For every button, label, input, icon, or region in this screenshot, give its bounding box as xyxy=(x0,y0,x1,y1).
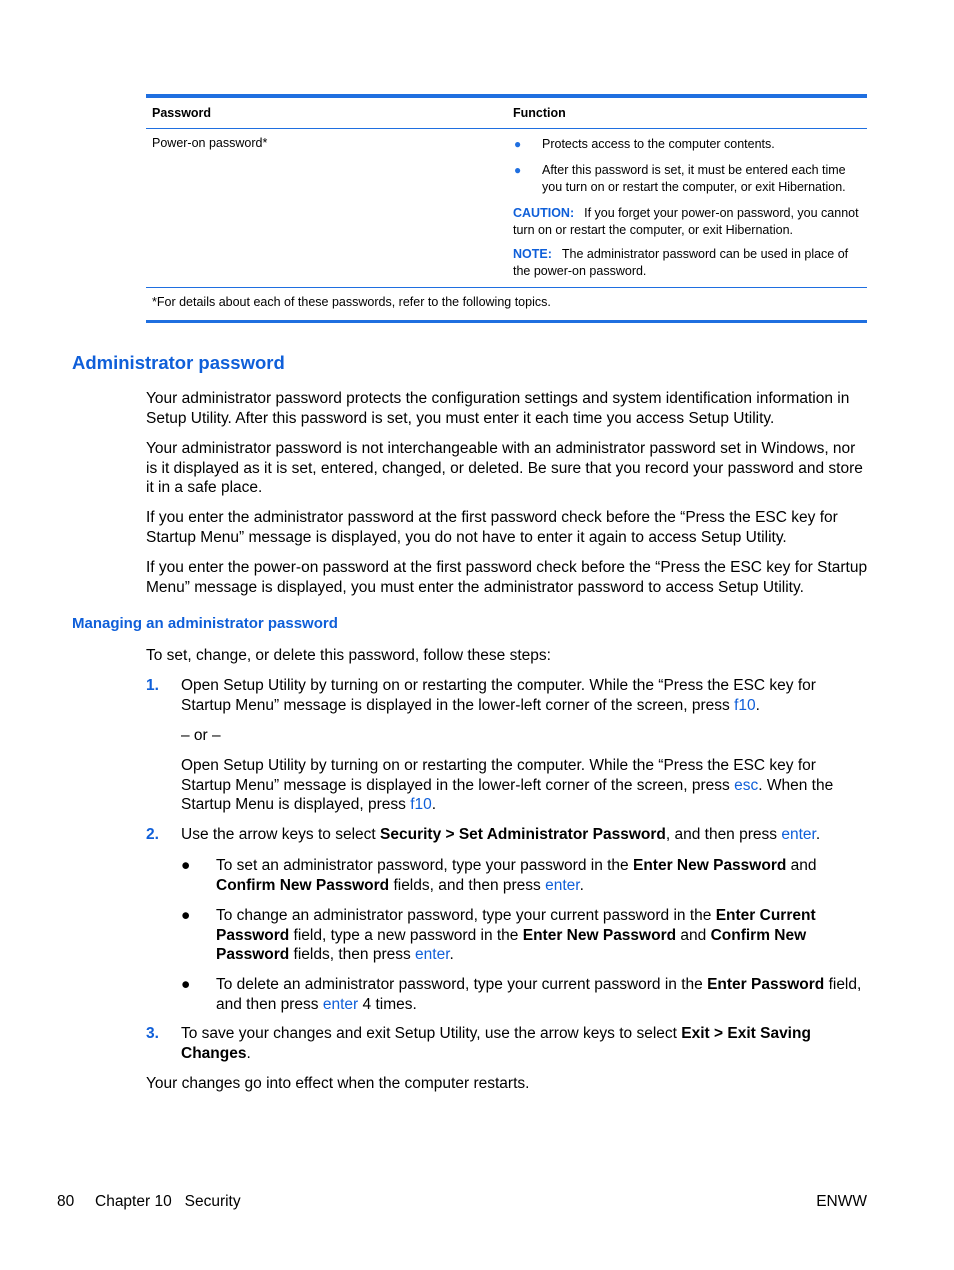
steps-intro: To set, change, or delete this password, follow these steps: xyxy=(146,647,551,664)
subsection-title: Managing an administrator password xyxy=(72,615,338,632)
function-bullet: ● After this password is set, it must be entered each time you turn on or restart the computer, or exit Hibernation. xyxy=(514,163,846,194)
key-enter: enter xyxy=(781,826,816,843)
key-enter: enter xyxy=(415,946,450,964)
step-1-or: – or – xyxy=(181,727,221,744)
function-bullet: ● Protects access to the computer contents. xyxy=(514,137,775,151)
section-paragraph: Your administrator password is not interchangeable with an administrator password set in Windows, nor is it displayed as it is set, entered, changed, or deleted. Be sure that you record your password and store it in a safe place. xyxy=(146,440,863,497)
row-function xyxy=(507,129,867,287)
caution-text: If you forget your power-on password, you cannot turn on or restart the computer, or exit Hibernation. xyxy=(513,206,859,237)
caution-label: CAUTION: xyxy=(513,206,575,220)
header-function: Function xyxy=(513,106,566,120)
bullet-icon: ● xyxy=(181,857,191,874)
closing-paragraph: Your changes go into effect when the computer restarts. xyxy=(146,1075,530,1092)
table-header-row xyxy=(146,98,867,129)
key-esc: esc xyxy=(734,776,759,794)
footer-right-label: ENWW xyxy=(816,1193,867,1210)
key-enter: enter xyxy=(545,876,580,894)
password-table xyxy=(146,94,867,323)
step-1: 1. Open Setup Utility by turning on or restarting the computer. While the “Press the ESC key for Startup Menu” message is displayed in the lower-left corner of the screen, press f10. xyxy=(146,677,816,714)
step-3: 3. To save your changes and exit Setup Utility, use the arrow keys to select Exit > Exit Saving Changes. xyxy=(146,1025,811,1062)
step-2: 2. Use the arrow keys to select Security > Set Administrator Password, and then press enter. xyxy=(146,826,821,843)
key-f10: f10 xyxy=(734,696,756,714)
key-enter: enter xyxy=(322,995,359,1013)
section-title: Administrator password xyxy=(72,352,285,373)
bullet-icon: ● xyxy=(181,907,191,924)
step-2-bullet-set: ● To set an administrator password, type your password in the Enter New Password and Confirm New Password fields, and then press enter. xyxy=(181,857,817,894)
header-password: Password xyxy=(146,98,507,128)
key-f10: f10 xyxy=(410,796,432,814)
bullet-icon: ● xyxy=(514,163,522,177)
step-2-bullet-change: ● To change an administrator password, type your current password in the Enter Current Password field, type a new password in the Enter New Password and Confirm New Password fields, then press enter. xyxy=(181,907,816,964)
row-password-name: Power-on password* xyxy=(152,136,268,150)
section-paragraph: Your administrator password protects the configuration settings and system identification information in Setup Utility. After this password is set, you must enter it each time you access Setup Utility. xyxy=(146,390,850,427)
table-row xyxy=(146,129,867,288)
note xyxy=(513,246,863,280)
bullet-icon: ● xyxy=(181,976,191,993)
table-footnote: *For details about each of these passwords, refer to the following topics. xyxy=(146,288,867,323)
note-text: The administrator password can be used in place of the power-on password. xyxy=(513,247,849,278)
step-2-bullet-delete: ● To delete an administrator password, type your current password in the Enter Password field, and then press enter 4 times. xyxy=(181,976,862,1013)
chapter-label: Chapter 10 Security xyxy=(95,1193,241,1210)
page-number: 80 xyxy=(57,1193,75,1210)
caution-note xyxy=(513,205,863,239)
note-label: NOTE: xyxy=(513,247,552,261)
bullet-icon: ● xyxy=(514,137,522,151)
step-1-alt: Open Setup Utility by turning on or restarting the computer. While the “Press the ESC key for Startup Menu” message is displayed in the lower-left corner of the screen, press esc. When the Startup Menu is displayed, press f10. xyxy=(181,757,834,814)
section-paragraph: If you enter the power-on password at the first password check before the “Press the ESC key for Startup Menu” message is displayed, you must enter the administrator password to access Setup Utility. xyxy=(146,559,868,596)
step-number: 1. xyxy=(146,677,159,694)
section-paragraph: If you enter the administrator password at the first password check before the “Press the ESC key for Startup Menu” message is displayed, you do not have to enter it again to access Setup Utility. xyxy=(146,509,838,546)
step-number: 2. xyxy=(146,826,159,843)
step-number: 3. xyxy=(146,1025,159,1042)
